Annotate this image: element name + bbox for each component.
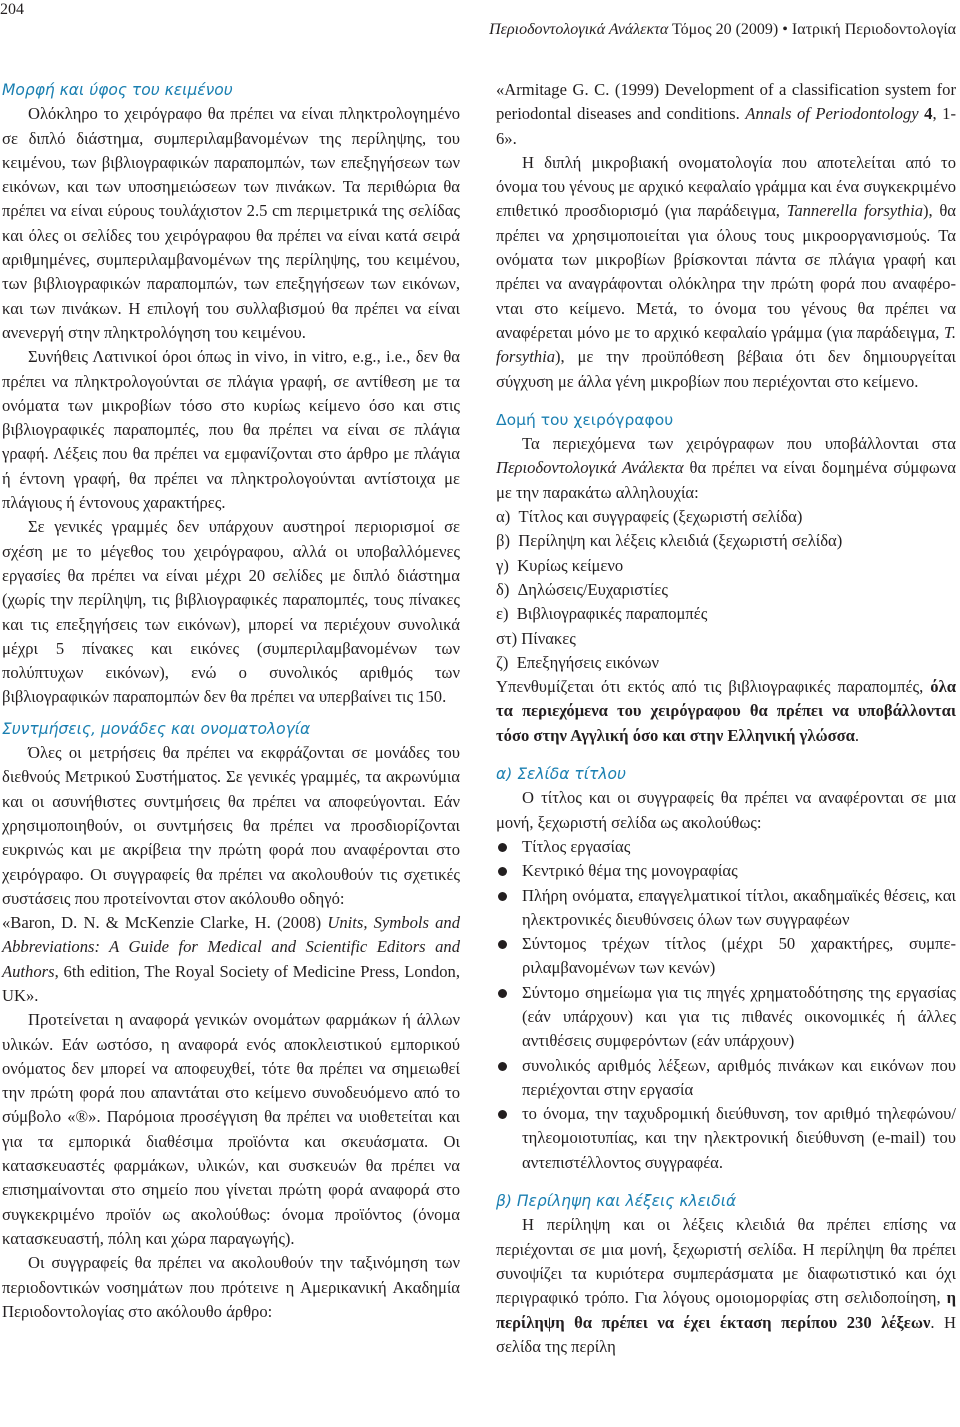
journal-title: Περιοδοντολογικά Ανάλεκτα	[489, 21, 669, 38]
paragraph-length: Σε γενικές γραμμές δεν υπάρχουν αυστηροί περιορισμοί σε σχέση με το μέγεθος του χειρόγραφου, αλλά οι υποβαλλόμενες εργασίες θα πρέπει να είναι μέχρι 20 σελίδες με διπλό διάστημα (χωρίς την περίληψη, τις βιβλιογραφικές παραπομπές, τους πίνακες και τις επεξηγήσεις των εικόνων), μπορεί να περιέχουν συνολικά μέχρι 5 πίνακες και εικόνες (συμπεριλαμβανομένων των πολύπτυχων εικόνων), ενώ ο συνολικός αριθμός των βιβλιογραφικών παραπομπών δεν θα πρέπει να υπερβαίνει τις 150.	[2, 517, 460, 707]
running-head	[489, 20, 956, 40]
ref2-volume: 4	[918, 104, 933, 124]
section-label: Ιατρική Περιοδοντολογία	[791, 21, 956, 38]
paragraph-reminder	[496, 675, 956, 748]
ref2-tail: , 1-6».	[496, 104, 956, 148]
right-column	[496, 78, 956, 1359]
heading-abbreviations: Συντμήσεις, μονάδες και ονοματολογία	[2, 719, 311, 738]
structure-item: γ) Κυρίως κείμενο	[496, 555, 624, 575]
paragraph-classification: Οι συγγραφείς θα πρέπει να ακολουθούν την ταξινόμηση των περιοδοντικών νοσημάτων που πρότεινε η Αμερικανική Ακαδημία Περιοδοντολογίας στο ακόλουθο άρθρο:	[2, 1253, 460, 1321]
reference-baron	[2, 911, 460, 1008]
paragraph-structure	[496, 432, 956, 505]
ref2-lead: «Armitage G. C. (1999) Development of a classification system for periodontal diseases and conditions.	[496, 80, 956, 124]
reminder-bold: όλα τα περιεχόμενα του χειρόγραφου θα πρέπει να υποβάλλονται τόσο στην Αγγλική όσο και στην Ελληνική γλώσσα	[496, 677, 956, 745]
heading-structure: Δομή του χειρόγραφου	[496, 410, 674, 429]
structure-item: στ) Πίνακες	[496, 628, 576, 648]
p8-a: Υπενθυμίζεται ότι εκτός από τις βιβλιογραφικές παραπομπές,	[496, 677, 931, 697]
structure-item: α) Τίτλος και συγγραφείς (ξεχωριστή σελίδα)	[496, 507, 803, 527]
list-item: συνολικός αριθμός λέξεων, αριθμός πινάκων και εικόνων που περιέχονται στην εργασία	[496, 1054, 956, 1103]
ref-tail: , 6th edition, The Royal Society of Medicine Press, London, UK».	[2, 961, 460, 1005]
p6-a: Η διπλή μικροβιακή ονοματολογία που αποτελείται από το όνομα του γένους με αρχικό κεφαλαίο γράμμα και ένα συγκεκριμένο επιθετικό προσδιορισμό (για παράδειγμα,	[496, 152, 956, 221]
paragraph-typing: Ολόκληρο το χειρόγραφο θα πρέπει να είναι πληκτρολογημένο σε διπλό διάστημα, συμπεριλαμβανομένων της περίληψης, του κειμένου, των βιβλιογραφικών παραπομπών, των επεξηγήσεων των εικόνων, και των υποσημειώσεων των πινάκων. Τα περιθώρια θα πρέπει να είναι εύρους τουλάχιστον 2.5 cm περιμετρικά της σελίδας και όλες οι σελίδες του χειρόγραφου θα πρέπει να είναι κατά σειρά αριθμημένες, συμπεριλαμβανομένων της περίληψης, του κειμένου, των βιβλιογραφικών παραπομπών, των επεξηγήσεων των εικόνων, και των πινάκων. Η επιλογή του συλλαβισμού θα πρέπει να είναι ανενεργή στην πληκτρολόγηση του κειμένου.	[2, 104, 460, 342]
list-item: Σύντομος τρέχων τίτλος (μέχρι 50 χαρακτήρες, συμπεριλαμβανομένων των κενών)	[496, 932, 956, 981]
list-item: Σύντομο σημείωμα για τις πηγές χρηματοδότησης της εργασίας (εάν υπάρχουν) και για τις πιθανές οικονομικές ή άλλες αντιθέσεις συμφερόντων (εάν υπάρχουν)	[496, 981, 956, 1054]
list-item: το όνομα, την ταχυδρομική διεύθυνση, τον αριθμό τηλεφώνου/τηλεομοιοτυπίας, και την ηλεκτρονική διεύθυνση (e-mail) του αντεπιστέλλοντος συγγραφέα.	[496, 1102, 956, 1175]
heading-abstract: β) Περίληψη και λέξεις κλειδιά	[496, 1192, 737, 1211]
title-page-list	[496, 835, 956, 1175]
left-column	[2, 78, 460, 1324]
species-name: Tannerella forsythia	[786, 201, 923, 221]
p6-c: ), με την προϋπόθεση βέβαια ότι δεν δημιουργείται σύγχυση με άλλα γένη μικροβίων που περιέχονται στο κείμενο.	[496, 347, 956, 391]
paragraph-title-page: Ο τίτλος και οι συγγραφείς θα πρέπει να αναφέρονται σε μια μονή, ξεχωριστή σελίδα ως ακολούθως:	[496, 788, 956, 832]
p8-c: .	[854, 725, 860, 745]
structure-item: ζ) Επεξηγήσεις εικόνων	[496, 652, 660, 672]
p7-a: Τα περιεχόμενα των χειρόγραφων που υποβάλλονται στα	[522, 434, 956, 454]
issue-label: Τόμος 20 (2009)	[672, 21, 779, 38]
structure-item: ε) Βιβλιογραφικές παραπομπές	[496, 604, 708, 624]
list-item: Πλήρη ονόματα, επαγγελματικοί τίτλοι, ακαδημαϊκές θέσεις, και ηλεκτρονικές διευθύνσεις όλων των συγγραφέων	[496, 884, 956, 933]
paragraph-drugs: Προτείνεται η αναφορά γενικών ονομάτων φαρμάκων ή άλλων υλικών. Εάν ωστόσο, η αναφορά ενός αποκλειστικού εμπορικού ονόματος δεν μπορεί να αποφευχθεί, τότε θα πρέπει να σημειωθεί την πρώτη φορά που απαντάται στο κείμενο συνοδευόμενο από το σύμβολο «®». Παρόμοια προσέγγιση θα πρέπει να υιοθετείται και για τα εμπορικά διαθέσιμα προϊόντα και σκευάσματα. Οι κατασκευαστές φαρμάκων, υλικών, και συσκευών θα πρέπει να επισημαίνονται στο σημείο που γίνεται πρώτη φορά αναφορά στο συγκεκριμένο προϊόν ως ακολούθως: όνομα προϊόντος (όνομα κατασκευαστή, πόλη και χώρα παραγωγής).	[2, 1010, 460, 1248]
paragraph-latin-terms: Συνήθεις Λατινικοί όροι όπως in vivo, in vitro, e.g., i.e., δεν θα πρέπει να πληκτρολογούνται σε πλάγια γραφή, σε αντίθεση με τα ονόματα των μικροβίων τόσο στο κυρίως κείμενο όσο και στις βιβλιογραφικές παραπομπές, που θα πρέπει να είναι σε πλάγια γραφή. Λέξεις που θα πρέπει να εμφανίζονται στο άρθρο με πλάγια ή έντονη γραφή, θα πρέπει να πληκτρολογούνται αντίστοιχα με πλάγιους ή έντονους χαρακτήρες.	[2, 347, 460, 513]
structure-item: δ) Δηλώσεις/Ευχαριστίες	[496, 579, 668, 599]
p7-b: θα πρέπει να είναι δομημένα σύμφωνα με την παρακάτω αλληλουχία:	[496, 458, 957, 502]
journal-name-inline: Περιοδοντολογικά Ανάλεκτα	[496, 458, 684, 478]
p6-b: ), θα πρέπει να χρησιμοποιείται για όλους τους μικροοργανισμούς. Τα ονόματα των μικροβίων βρίσκονται πάντα σε πλάγια γραφή και πρέπει να αναγράφονται ολόκληρα την πρώτη φορά που αναφέρονται στο κείμενο. Μετά, το όνομα του γένους θα πρέπει να αναφέρεται μόνο με το αρχικό κεφαλαίο γράμμα (για παράδειγμα,	[496, 201, 956, 342]
abstract-bold: η περίληψη θα πρέπει να έχει έκταση περίπου 230 λέξεων	[496, 1288, 956, 1332]
paragraph-units: Όλες οι μετρήσεις θα πρέπει να εκφράζονται σε μονάδες του διεθνούς Μετρικού Συστήματος. Σε γενικές γραμμές, τα ακρωνύμια και οι ασυνήθιστες συντμήσεις θα πρέπει να αποφεύγονται. Εάν χρησιμοποιηθούν, οι συντμήσεις θα πρέπει να προσδιορίζονται ευκρινώς και με ακρίβεια την πρώτη φορά που αναφέρονται στο χειρόγραφο. Οι συγγραφείς θα πρέπει να ακολουθούν τις σχετικές συστάσεις που προτείνονται στον ακόλουθο οδηγό:	[2, 743, 460, 908]
list-item: Τίτλος εργασίας	[496, 835, 956, 859]
bullet-separator: •	[782, 21, 788, 38]
structure-item: β) Περίληψη και λέξεις κλειδιά (ξεχωριστή σελίδα)	[496, 531, 843, 551]
list-item: Κεντρικό θέμα της μονογραφίας	[496, 859, 956, 883]
species-short: T. forsythia	[496, 322, 956, 367]
ref-lead: «Baron, D. N. & McKenzie Clarke, H. (2008)	[2, 913, 328, 933]
page-number: 204	[0, 1, 24, 18]
p10-c: . Η σελίδα της περίλη	[496, 1312, 957, 1356]
ref2-journal: Annals of Periodontology	[745, 104, 919, 124]
p10-a: Η περίληψη και οι λέξεις κλειδιά θα πρέπει επίσης να περιέχονται σε μια μονή, ξεχωριστή σελίδα. Η περίληψη θα πρέπει συνοψίζει τα κυριότερα συμπεράσματα με διαφωτιστικό και όχι περιγραφικό τρόπο. Για λόγους ομοιομορφίας στη σελιδοποίηση,	[496, 1215, 956, 1308]
ref-title: Units, Symbols and Abbreviations: A Guide for Medical and Scientific Editors and Authors	[2, 913, 460, 981]
heading-title-page: α) Σελίδα τίτλου	[496, 765, 626, 784]
paragraph-abstract	[496, 1213, 956, 1359]
reference-armitage	[496, 78, 956, 151]
paragraph-nomenclature	[496, 151, 956, 394]
heading-form-style: Μορφή και ύφος του κειμένου	[2, 81, 233, 99]
